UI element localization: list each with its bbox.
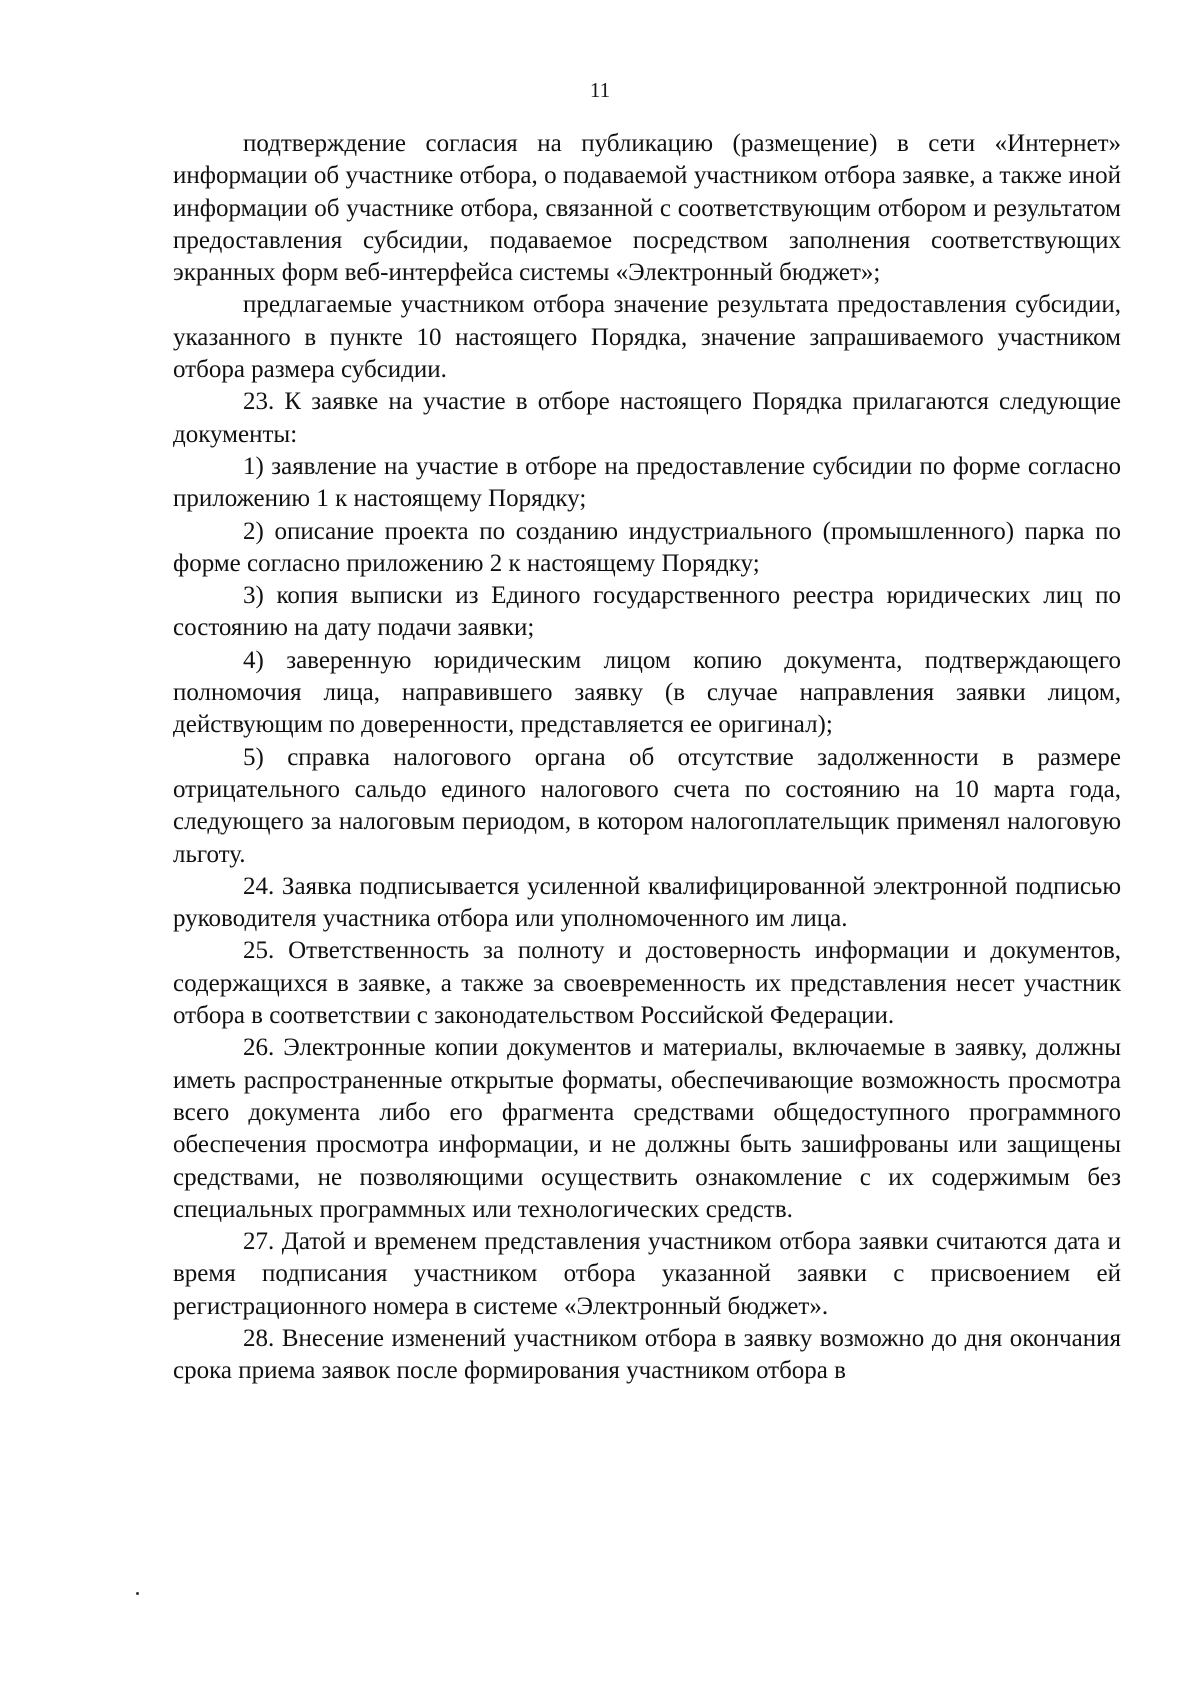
page-number: 11: [589, 78, 611, 102]
paragraph-25-responsibility: 25. Ответственность за полноту и достоверность информации и документов, содержащихся в заявке, а также за своевременность их представления несет участник отбора в соответствии с законодательством Российской Федерации.: [173, 937, 1121, 1030]
paragraph-26-electronic-copies: 26. Электронные копии документов и материалы, включаемые в заявку, должны иметь распространенные открытые форматы, обеспечивающие возможность просмотра всего документа либо его фрагмента средствами общедоступного программного обеспечения просмотра информации, и не должны быть зашифрованы или защищены средствами, не позволяющими осуществить ознакомление с их содержимым без специальных программных или технологических средств.: [173, 1034, 1121, 1223]
list-item-1-application: 1) заявление на участие в отборе на предоставление субсидии по форме согласно приложению 1 к настоящему Порядку;: [173, 452, 1121, 513]
list-item-5-tax-certificate: 5) справка налогового органа об отсутствие задолженности в размере отрицательного сальдо единого налогового счета по состоянию на 10 марта года, следующего за налоговым периодом, в котором налогоплательщик применял налоговую льготу.: [173, 743, 1121, 868]
list-item-2-project-description: 2) описание проекта по созданию индустриального (промышленного) парка по форме согласно приложению 2 к настоящему Порядку;: [173, 517, 1121, 577]
list-item-3-registry-extract: 3) копия выписки из Единого государственного реестра юридических лиц по состоянию на дату подачи заявки;: [173, 582, 1121, 642]
paragraph-proposed-result: предлагаемые участником отбора значение результата предоставления субсидии, указанного в пункте 10 настоящего Порядка, значение запрашиваемого участником отбора размера субсидии.: [173, 291, 1121, 384]
paragraph-23-attached-documents: 23. К заявке на участие в отборе настоящего Порядка прилагаются следующие документы:: [173, 388, 1121, 448]
scan-speck: [136, 1592, 139, 1595]
document-body: [173, 128, 1121, 1388]
paragraph-consent-publication: подтверждение согласия на публикацию (размещение) в сети «Интернет» информации об участнике отбора, о подаваемой участником отбора заявке, а также иной информации об участнике отбора, связанной с соответствующим отбором и результатом предоставления субсидии, подаваемое посредством заполнения соответствующих экранных форм веб-интерфейса системы «Электронный бюджет»;: [173, 130, 1121, 287]
paragraph-27-submission-date: 27. Датой и временем представления участником отбора заявки считаются дата и время подписания участником отбора указанной заявки с присвоением ей регистрационного номера в системе «Электронный бюджет».: [173, 1228, 1121, 1320]
list-item-4-authority-document: 4) заверенную юридическим лицом копию документа, подтверждающего полномочия лица, направившего заявку (в случае направления заявки лицом, действующим по доверенности, представляется ее оригинал);: [173, 646, 1121, 739]
paragraph-24-signature: 24. Заявка подписывается усиленной квалифицированной электронной подписью руководителя участника отбора или уполномоченного им лица.: [173, 872, 1121, 933]
paragraph-28-amendments: 28. Внесение изменений участником отбора в заявку возможно до дня окончания срока приема заявок после формирования участником отбора в: [173, 1324, 1121, 1385]
